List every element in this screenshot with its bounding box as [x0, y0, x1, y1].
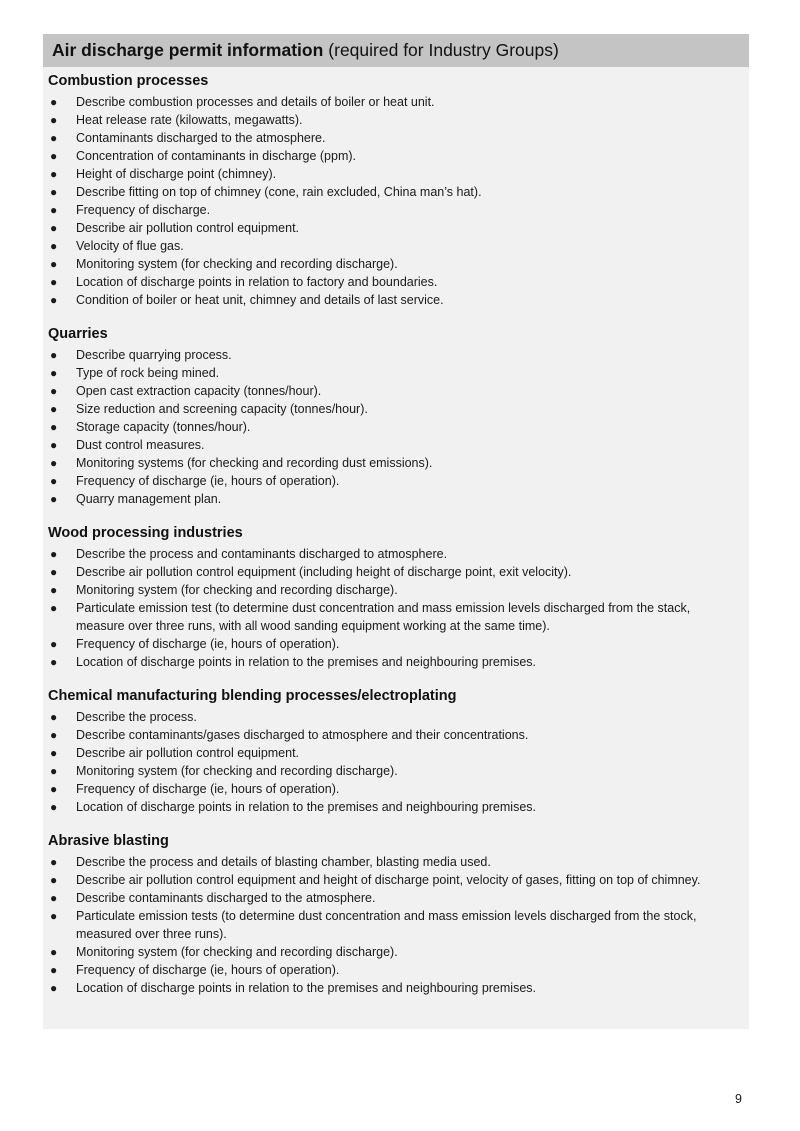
- bullet-icon: ●: [50, 746, 58, 760]
- list-item: [48, 255, 749, 273]
- list-item-text: Type of rock being mined.: [76, 366, 220, 380]
- list-item: [48, 454, 749, 472]
- bullet-icon: ●: [50, 95, 58, 109]
- list-item: [48, 219, 749, 237]
- bullet-icon: ●: [50, 420, 58, 434]
- list-item: [48, 147, 749, 165]
- list-item-text: Location of discharge points in relation to factory and boundaries.: [76, 275, 438, 289]
- bullet-icon: ●: [50, 565, 58, 579]
- list-item: [48, 762, 749, 780]
- bullet-icon: ●: [50, 384, 58, 398]
- list-item: [48, 943, 749, 961]
- list-item: [48, 165, 749, 183]
- bullet-list: [48, 545, 749, 671]
- section-title: Combustion processes: [48, 73, 209, 89]
- list-item-text: Particulate emission test (to determine dust concentration and mass emission levels discharged from the stack, measure over three runs, with all wood sanding equipment working at the same time).: [76, 601, 691, 633]
- list-item-text: Contaminants discharged to the atmosphere.: [76, 131, 326, 145]
- list-item-text: Condition of boiler or heat unit, chimney and details of last service.: [76, 293, 444, 307]
- permit-info-panel: [43, 34, 749, 1029]
- list-item: [48, 111, 749, 129]
- list-item-text: Describe air pollution control equipment.: [76, 221, 300, 235]
- list-item: [48, 581, 749, 599]
- list-item: [48, 93, 749, 111]
- bullet-icon: ●: [50, 764, 58, 778]
- bullet-icon: ●: [50, 149, 58, 163]
- list-item: [48, 599, 749, 635]
- list-item: [48, 183, 749, 201]
- list-item-text: Size reduction and screening capacity (tonnes/hour).: [76, 402, 368, 416]
- list-item: [48, 563, 749, 581]
- section: [48, 72, 749, 309]
- bullet-icon: ●: [50, 113, 58, 127]
- list-item-text: Monitoring system (for checking and recording discharge).: [76, 257, 398, 271]
- list-item-text: Frequency of discharge (ie, hours of operation).: [76, 474, 340, 488]
- section-title: Quarries: [48, 326, 108, 342]
- bullet-icon: ●: [50, 167, 58, 181]
- list-item: [48, 382, 749, 400]
- bullet-icon: ●: [50, 293, 58, 307]
- list-item-text: Particulate emission tests (to determine dust concentration and mass emission levels discharged from the stock, measured over three runs).: [76, 909, 697, 941]
- bullet-list: [48, 93, 749, 309]
- list-item: [48, 744, 749, 762]
- section: [48, 325, 749, 508]
- list-item-text: Location of discharge points in relation to the premises and neighbouring premises.: [76, 800, 536, 814]
- bullet-icon: ●: [50, 728, 58, 742]
- list-item-text: Describe contaminants/gases discharged to atmosphere and their concentrations.: [76, 728, 529, 742]
- bullet-icon: ●: [50, 873, 58, 887]
- panel-title: Air discharge permit information: [52, 40, 324, 60]
- bullet-icon: ●: [50, 492, 58, 506]
- list-item-text: Frequency of discharge.: [76, 203, 211, 217]
- list-item-text: Height of discharge point (chimney).: [76, 167, 277, 181]
- bullet-icon: ●: [50, 275, 58, 289]
- list-item-text: Describe the process.: [76, 710, 197, 724]
- bullet-icon: ●: [50, 221, 58, 235]
- section-title: Wood processing industries: [48, 525, 243, 541]
- bullet-icon: ●: [50, 891, 58, 905]
- list-item-text: Frequency of discharge (ie, hours of operation).: [76, 637, 340, 651]
- list-item: [48, 889, 749, 907]
- list-item-text: Describe combustion processes and details of boiler or heat unit.: [76, 95, 435, 109]
- bullet-icon: ●: [50, 185, 58, 199]
- list-item: [48, 545, 749, 563]
- bullet-icon: ●: [50, 438, 58, 452]
- list-item: [48, 291, 749, 309]
- bullet-icon: ●: [50, 637, 58, 651]
- bullet-list: [48, 346, 749, 508]
- bullet-icon: ●: [50, 583, 58, 597]
- list-item-text: Heat release rate (kilowatts, megawatts).: [76, 113, 303, 127]
- list-item: [48, 726, 749, 744]
- list-item: [48, 961, 749, 979]
- section-title: Abrasive blasting: [48, 833, 169, 849]
- panel-subtitle: (required for Industry Groups): [328, 40, 559, 60]
- list-item-text: Frequency of discharge (ie, hours of operation).: [76, 963, 340, 977]
- list-item: [48, 798, 749, 816]
- list-item-text: Describe air pollution control equipment and height of discharge point, velocity of gases, fitting on top of chimney.: [76, 873, 701, 887]
- section: [48, 687, 749, 816]
- list-item: [48, 201, 749, 219]
- bullet-icon: ●: [50, 782, 58, 796]
- list-item: [48, 273, 749, 291]
- list-item-text: Monitoring system (for checking and recording discharge).: [76, 764, 398, 778]
- list-item-text: Location of discharge points in relation to the premises and neighbouring premises.: [76, 981, 536, 995]
- list-item: [48, 472, 749, 490]
- list-item-text: Concentration of contaminants in discharge (ppm).: [76, 149, 357, 163]
- list-item-text: Dust control measures.: [76, 438, 205, 452]
- list-item-text: Frequency of discharge (ie, hours of operation).: [76, 782, 340, 796]
- list-item: [48, 490, 749, 508]
- list-item: [48, 853, 749, 871]
- bullet-icon: ●: [50, 456, 58, 470]
- list-item-text: Velocity of flue gas.: [76, 239, 184, 253]
- list-item-text: Quarry management plan.: [76, 492, 222, 506]
- section-title: Chemical manufacturing blending processes/electroplating: [48, 688, 457, 704]
- list-item-text: Open cast extraction capacity (tonnes/hour).: [76, 384, 322, 398]
- page-number: 9: [735, 1092, 742, 1106]
- list-item: [48, 436, 749, 454]
- bullet-icon: ●: [50, 855, 58, 869]
- bullet-icon: ●: [50, 257, 58, 271]
- bullet-list: [48, 708, 749, 816]
- bullet-icon: ●: [50, 402, 58, 416]
- bullet-icon: ●: [50, 547, 58, 561]
- bullet-icon: ●: [50, 909, 58, 923]
- list-item: [48, 871, 749, 889]
- sections-container: [43, 67, 749, 997]
- list-item-text: Storage capacity (tonnes/hour).: [76, 420, 251, 434]
- bullet-icon: ●: [50, 131, 58, 145]
- bullet-icon: ●: [50, 474, 58, 488]
- section: [48, 524, 749, 671]
- bullet-icon: ●: [50, 945, 58, 959]
- list-item: [48, 653, 749, 671]
- list-item: [48, 346, 749, 364]
- bullet-icon: ●: [50, 348, 58, 362]
- list-item-text: Monitoring system (for checking and recording discharge).: [76, 945, 398, 959]
- list-item: [48, 979, 749, 997]
- bullet-icon: ●: [50, 710, 58, 724]
- list-item: [48, 400, 749, 418]
- list-item-text: Describe the process and contaminants discharged to atmosphere.: [76, 547, 448, 561]
- list-item-text: Location of discharge points in relation to the premises and neighbouring premises.: [76, 655, 536, 669]
- list-item-text: Monitoring systems (for checking and recording dust emissions).: [76, 456, 433, 470]
- list-item-text: Describe fitting on top of chimney (cone, rain excluded, China man’s hat).: [76, 185, 482, 199]
- bullet-icon: ●: [50, 239, 58, 253]
- section: [48, 832, 749, 997]
- list-item: [48, 364, 749, 382]
- panel-header: [43, 34, 749, 67]
- list-item: [48, 129, 749, 147]
- bullet-icon: ●: [50, 800, 58, 814]
- list-item-text: Describe air pollution control equipment.: [76, 746, 300, 760]
- bullet-list: [48, 853, 749, 997]
- bullet-icon: ●: [50, 981, 58, 995]
- bullet-icon: ●: [50, 655, 58, 669]
- bullet-icon: ●: [50, 203, 58, 217]
- list-item: [48, 780, 749, 798]
- list-item-text: Describe quarrying process.: [76, 348, 232, 362]
- list-item: [48, 237, 749, 255]
- bullet-icon: ●: [50, 601, 58, 615]
- bullet-icon: ●: [50, 366, 58, 380]
- list-item-text: Describe the process and details of blasting chamber, blasting media used.: [76, 855, 491, 869]
- list-item: [48, 708, 749, 726]
- list-item: [48, 418, 749, 436]
- list-item-text: Describe contaminants discharged to the atmosphere.: [76, 891, 376, 905]
- list-item: [48, 635, 749, 653]
- list-item-text: Describe air pollution control equipment (including height of discharge point, exit velocity).: [76, 565, 572, 579]
- list-item: [48, 907, 749, 943]
- bullet-icon: ●: [50, 963, 58, 977]
- list-item-text: Monitoring system (for checking and recording discharge).: [76, 583, 398, 597]
